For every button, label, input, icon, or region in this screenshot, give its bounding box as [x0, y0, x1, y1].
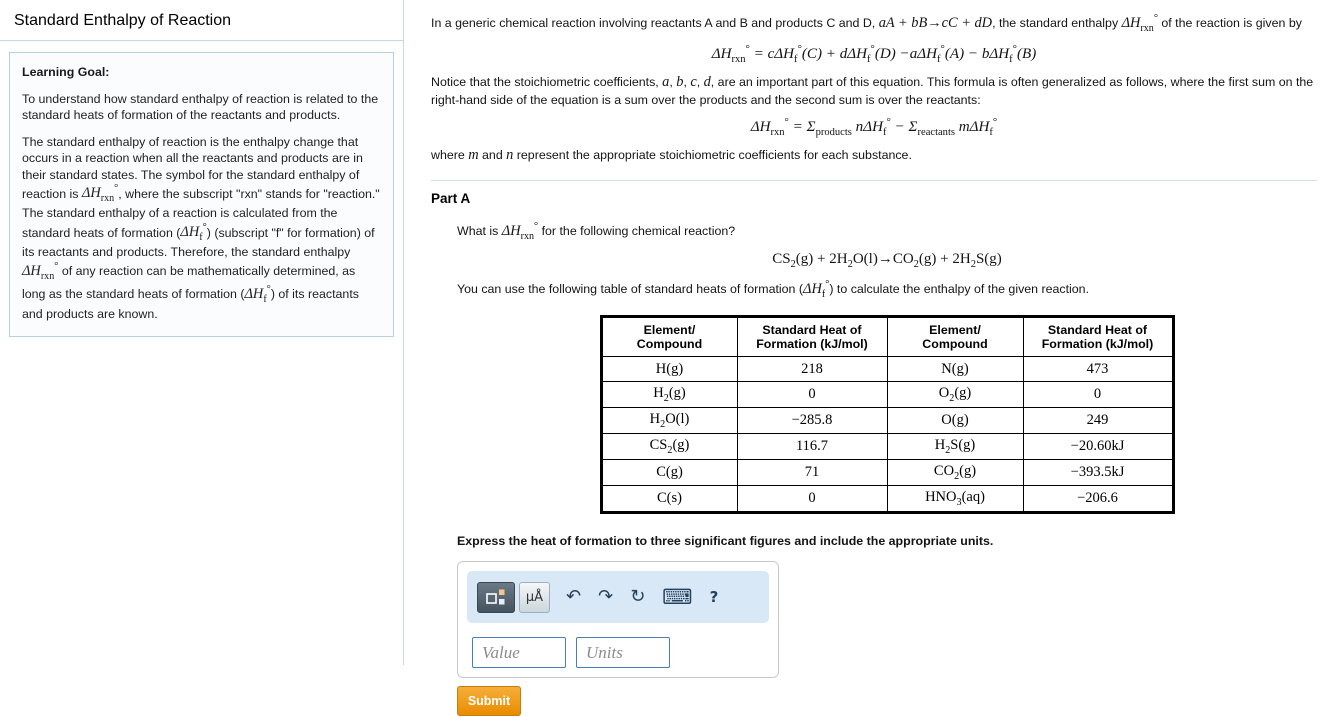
help-icon[interactable]: ? [709, 587, 719, 606]
compound-cell: N(g) [887, 357, 1023, 382]
hof-value-cell: 116.7 [737, 434, 887, 460]
compound-cell: $CO_2(g)$ [887, 459, 1023, 485]
part-a-heading: Part A [431, 191, 471, 207]
intro-paragraph-1: In a generic chemical reaction involving reactants A and B and products C and D, aA + bB→cC + dD, the standard enthalpy $\Delta H_{rxn}^\circ$ of the reaction is given by [431, 13, 1302, 34]
table-header-hof-2: Standard Heat of Formation (kJ/mol) [1023, 317, 1173, 357]
heats-of-formation-table [600, 315, 1175, 513]
answer-inputs [467, 637, 769, 668]
reaction-equation: $CS_2(g) + 2H_2O(l)\to CO_2(g) + 2H_2S(g)$ [772, 251, 1002, 271]
hof-value-cell: 0 [737, 485, 887, 512]
table-header-compound-2: Element/ Compound [887, 317, 1023, 357]
hof-value-cell: 0 [1023, 382, 1173, 408]
compound-cell: C(s) [601, 485, 737, 512]
part-a-body [431, 220, 1317, 716]
hof-value-cell: 0 [737, 382, 887, 408]
hof-value-cell: 71 [737, 459, 887, 485]
compound-cell: O(g) [887, 408, 1023, 434]
value-input[interactable] [472, 637, 566, 668]
item-title-bar [0, 0, 403, 41]
compound-cell: $CS_2(g)$ [601, 434, 737, 460]
learning-goal-heading: Learning Goal: [22, 65, 110, 79]
table-header-row [601, 317, 1173, 357]
page-title: Standard Enthalpy of Reaction [14, 12, 232, 29]
table-header-hof-1: Standard Heat of Formation (kJ/mol) [737, 317, 887, 357]
compound-cell: $H_2(g)$ [601, 382, 737, 408]
compound-cell: $HNO_3(aq)$ [887, 485, 1023, 512]
reset-icon[interactable]: ↻ [630, 586, 646, 608]
item-intro-panel [0, 0, 404, 665]
problem-panel [404, 0, 1329, 709]
hof-value-cell: 218 [737, 357, 887, 382]
learning-goal-box [9, 52, 394, 337]
undo-icon[interactable]: ↶ [566, 586, 582, 608]
compound-cell: $H_2O(l)$ [601, 408, 737, 434]
table-row [601, 485, 1173, 512]
enthalpy-equation: $\Delta H_{rxn}^\circ = c\Delta H_f^\circ(C) + d\Delta H_f^\circ(D) -a\Delta H_f^\circ(A) - b\Delta H_f^\circ(B)$ [711, 42, 1037, 65]
exponent-template-button[interactable] [477, 582, 515, 613]
hof-value-cell: −285.8 [737, 408, 887, 434]
table-row [601, 408, 1173, 434]
table-note: You can use the following table of standard heats of formation $(\Delta H_f^\circ)$ to calculate the enthalpy of the given reaction. [457, 279, 1090, 300]
table-row [601, 357, 1173, 382]
hof-value-cell: 473 [1023, 357, 1173, 382]
keyboard-icon[interactable]: ⌨ [662, 584, 693, 609]
exponent-template-icon [485, 588, 507, 606]
table-row [601, 434, 1173, 460]
toolbar-flat-icons [566, 584, 719, 609]
intro-paragraph-3: where m and n represent the appropriate stoichiometric coefficients for each substance. [431, 147, 912, 164]
submit-button[interactable]: Submit [457, 686, 521, 716]
equation-toolbar [467, 571, 769, 623]
compound-cell: $H_2S(g)$ [887, 434, 1023, 460]
units-input[interactable] [576, 637, 670, 668]
hof-value-cell: 249 [1023, 408, 1173, 434]
table-row [601, 382, 1173, 408]
units-button[interactable] [519, 582, 550, 613]
compound-cell: C(g) [601, 459, 737, 485]
part-a-question: What is $\Delta H_{rxn}^\circ$ for the following chemical reaction? [457, 221, 736, 243]
answer-instruction: Express the heat of formation to three significant figures and include the appropriate units. [457, 533, 994, 548]
hof-value-cell: −206.6 [1023, 485, 1173, 512]
learning-goal-paragraph-2: The standard enthalpy of reaction is the enthalpy change that occurs in a reaction when all the reactants and products are in their standard states. The symbol for the standard enthalpy of reaction is $\Delta H_{rxn}^\circ$, where the subscript "rxn" stands for "reaction." The standard enthalpy of a reaction is calculated from the standard heats of formation $(\Delta H_f^\circ)$ (subscript "f" for formation) of its reactants and products. Therefore, the standard enthalpy $\Delta H_{rxn}^\circ$ of any reaction can be mathematically determined, as long as the standard heats of formation $(\Delta H_f^\circ)$ of its reactants and products are known. [22, 135, 380, 321]
section-divider [431, 180, 1317, 181]
intro-paragraph-2: Notice that the stoichiometric coefficients, a, b, c, d, are an important part of this equation. This formula is often generalized as follows, where the first sum on the right-hand side of the equation is a sum over the products and the second sum is over the reactants: [431, 73, 1314, 107]
redo-icon[interactable]: ↷ [598, 586, 614, 608]
hof-value-cell: −20.60kJ [1023, 434, 1173, 460]
hof-value-cell: −393.5kJ [1023, 459, 1173, 485]
summation-equation: $\Delta H_{rxn}^\circ = \Sigma_{products}$ $n\Delta H_f^\circ - \Sigma_{reactants}$ mΔH$_f$° [750, 116, 998, 139]
table-header-compound-1: Element/ Compound [601, 317, 737, 357]
table-row [601, 459, 1173, 485]
learning-goal-paragraph-1: To understand how standard enthalpy of reaction is related to the standard heats of formation of the reactants and products. [22, 92, 379, 123]
table-wrap [457, 315, 1317, 513]
compound-cell: $O_2(g)$ [887, 382, 1023, 408]
compound-cell: H(g) [601, 357, 737, 382]
toolbar-button-group [477, 582, 550, 613]
answer-box [457, 561, 779, 678]
units-button-icon: µÅ [525, 589, 544, 605]
